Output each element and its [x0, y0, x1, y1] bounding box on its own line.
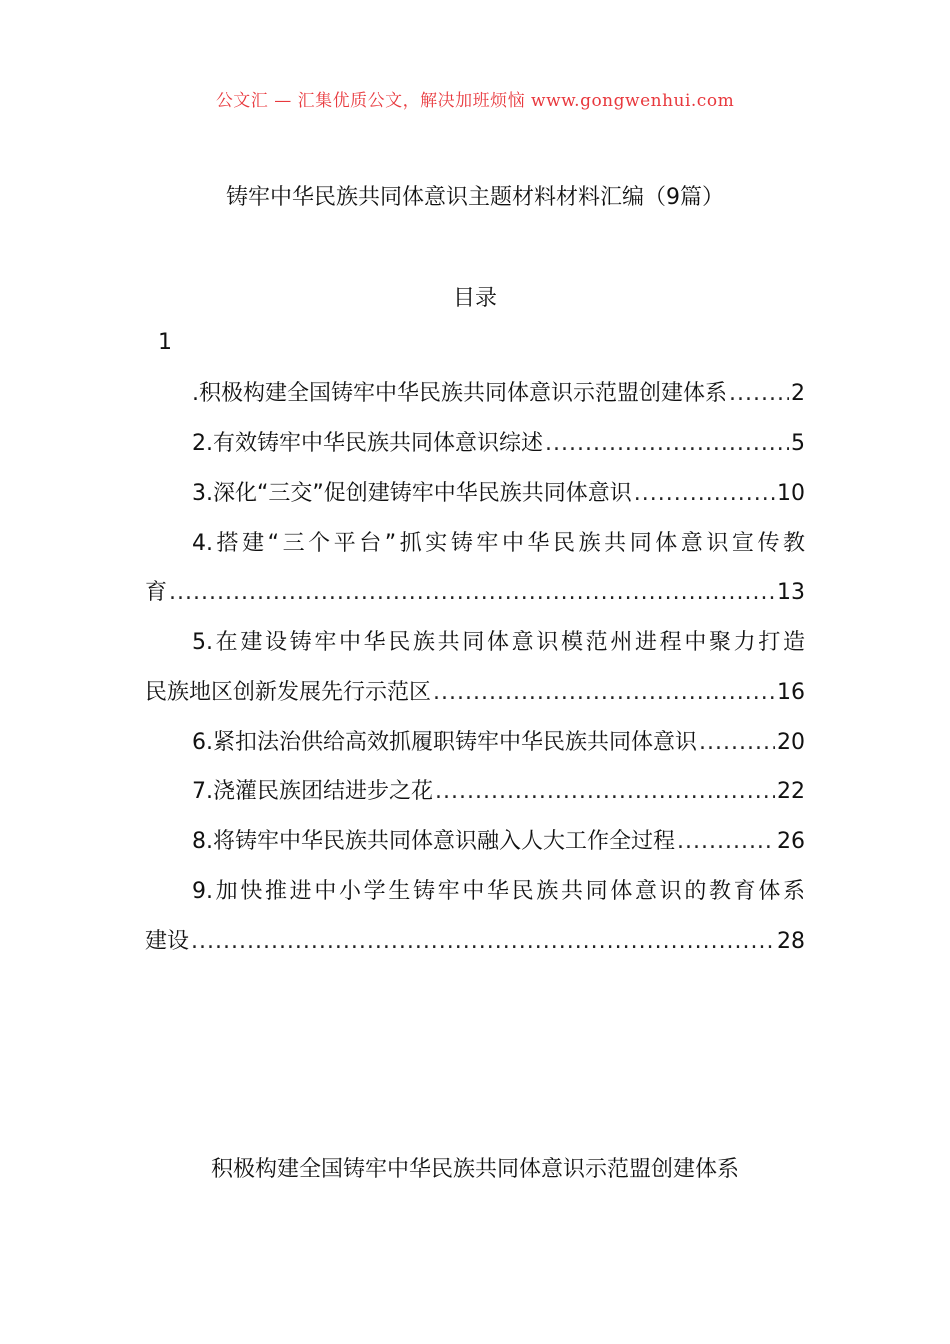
toc-entry-page: 26 [777, 829, 805, 854]
toc-entry-text: 4.搭建“三个平台”抓实铸牢中华民族共同体意识宣传教 [192, 531, 805, 556]
toc-entry-9-continuation[interactable] [145, 925, 805, 959]
toc-entry-5[interactable] [145, 626, 805, 660]
toc-leader-dots [169, 576, 775, 610]
toc-entry-page: 10 [777, 481, 805, 506]
toc-entry-page: 28 [777, 929, 805, 954]
toc-entry-text: 建设 [145, 929, 190, 954]
toc-entry-text: 9.加快推进中小学生铸牢中华民族共同体意识的教育体系 [192, 879, 805, 904]
toc-leader-dots [433, 676, 775, 710]
toc-leader-dots [545, 427, 789, 461]
toc-entry-9[interactable] [145, 875, 805, 909]
toc-leader-dots [435, 775, 775, 809]
toc-heading: 目录 [452, 286, 497, 311]
toc-entry-page: 2 [791, 381, 805, 406]
toc-entry-3[interactable] [145, 477, 805, 511]
toc-entry-page: 22 [777, 779, 805, 804]
toc-entry-text: 民族地区创新发展先行示范区 [145, 680, 432, 705]
toc-entry-text: 6.紧扣法治供给高效抓履职铸牢中华民族共同体意识 [192, 730, 697, 755]
toc-entry-4[interactable] [145, 527, 805, 561]
toc-entry-text: 5.在建设铸牢中华民族共同体意识模范州进程中聚力打造 [192, 630, 805, 655]
toc-entry-text: 3.深化“三交”促创建铸牢中华民族共同体意识 [192, 481, 632, 506]
section-title: 积极构建全国铸牢中华民族共同体意识示范盟创建体系 [210, 1157, 739, 1182]
toc-leader-dots [699, 726, 775, 760]
toc-entry-text: 7.浇灌民族团结进步之花 [192, 779, 433, 804]
header-banner: 公文汇 — 汇集优质公文，解决加班烦恼 www.gongwenhui.com [215, 91, 735, 111]
toc-entry-6[interactable] [145, 726, 805, 760]
toc-entry-2[interactable] [145, 427, 805, 461]
toc-entry-1[interactable] [145, 377, 805, 411]
toc-entry-text: 8.将铸牢中华民族共同体意识融入人大工作全过程 [192, 829, 675, 854]
toc-leader-dots [634, 477, 775, 511]
toc-entry-page: 13 [777, 580, 805, 605]
toc-leader-dots [677, 825, 775, 859]
toc-leader-dots [729, 377, 789, 411]
toc-leader-dots [191, 925, 775, 959]
toc-entry-page: 20 [777, 730, 805, 755]
toc-number: 1 [158, 330, 172, 355]
toc-entry-text: 2.有效铸牢中华民族共同体意识综述 [192, 431, 543, 456]
document-title: 铸牢中华民族共同体意识主题材料材料汇编（9篇） [226, 185, 724, 210]
toc-entry-text: .积极构建全国铸牢中华民族共同体意识示范盟创建体系 [192, 381, 727, 406]
toc-entry-7[interactable] [145, 775, 805, 809]
toc-entry-page: 16 [777, 680, 805, 705]
toc-entry-text: 育 [145, 580, 168, 605]
toc-entry-page: 5 [791, 431, 805, 456]
toc-entry-5-continuation[interactable] [145, 676, 805, 710]
toc-entry-4-continuation[interactable] [145, 576, 805, 610]
toc-entry-8[interactable] [145, 825, 805, 859]
